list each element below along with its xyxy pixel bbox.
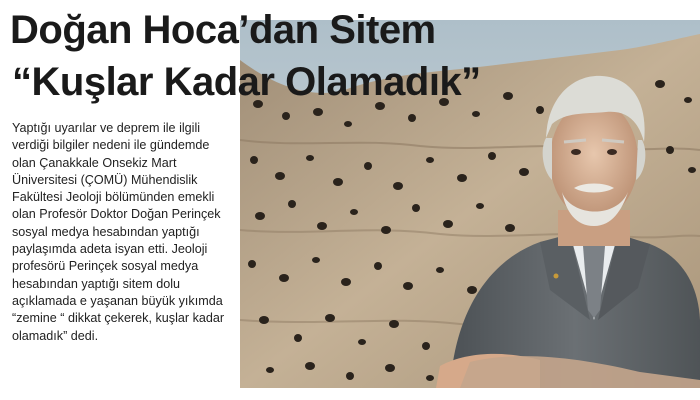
article-body-text: Yaptığı uyarılar ve deprem ile ilgili verdiği bilgiler nedeni ile gündemde olan Çanakkale Onsekiz Mart Üniversitesi (ÇOMÜ) Mühendislik Fakültesi Jeoloji bölümünden emekli olan Profesör Doktor Doğan Perinçek sosyal medya hesabından yaptığı paylaşımda adeta isyan etti. Jeoloji profesörü Perinçek sosyal medya hesabından yaptığı sitem dolu açıklamada e yaşanan büyük yıkımda “zemine “ dikkat çekerek, kuşlar kadar olamadık” dedi. [12,121,225,343]
headline [10,8,481,106]
headline-line-1: Doğan Hoca’dan Sitem [10,8,436,52]
article-body [12,120,236,345]
headline-line-2: “Kuşlar Kadar Olamadık” [12,60,481,104]
